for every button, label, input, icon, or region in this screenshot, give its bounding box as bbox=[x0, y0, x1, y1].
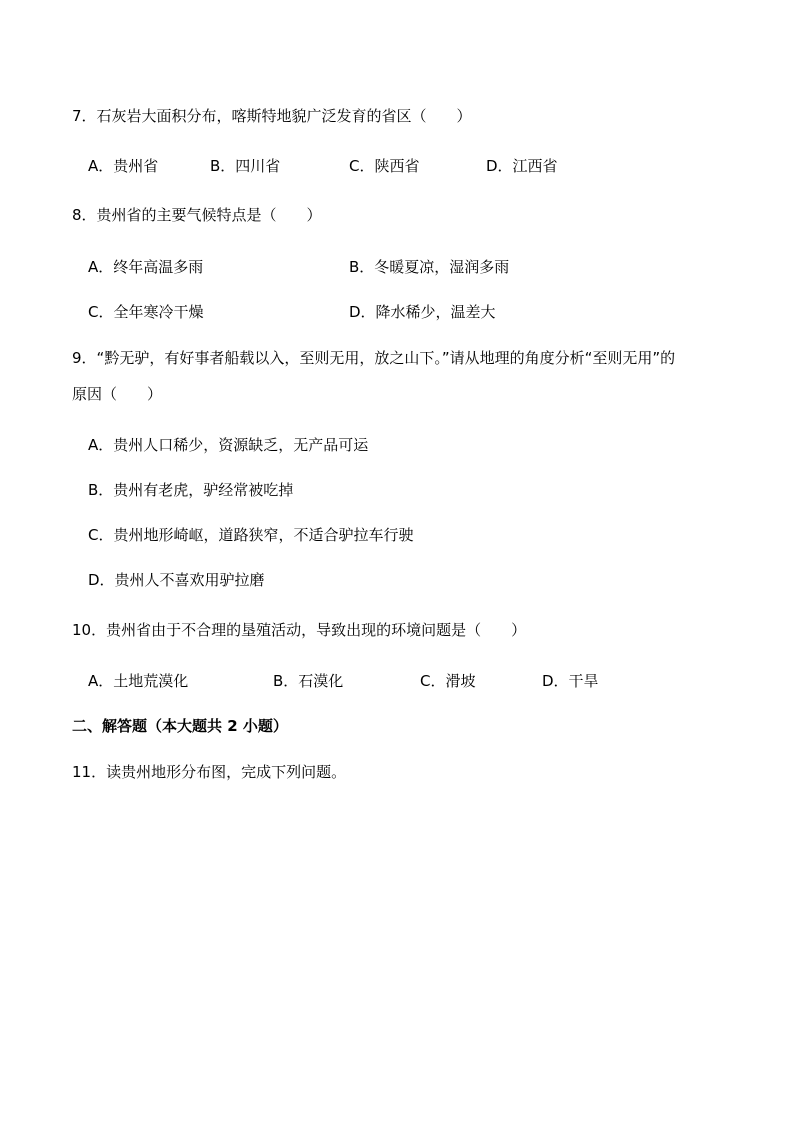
question-8-option-b: B．冬暖夏凉，湿润多雨 bbox=[349, 258, 510, 276]
question-8-option-c: C．全年寒冷干燥 bbox=[88, 303, 204, 321]
question-10-option-a: A．土地荒漠化 bbox=[88, 672, 189, 690]
section-2-heading: 二、解答题（本大题共 2 小题） bbox=[72, 717, 288, 735]
question-7-option-a: A．贵州省 bbox=[88, 157, 159, 175]
question-7-option-b: B．四川省 bbox=[210, 157, 281, 175]
question-10-stem: 10．贵州省由于不合理的垦殖活动，导致出现的环境问题是（ ） bbox=[72, 621, 527, 639]
question-10-option-d: D．干旱 bbox=[542, 672, 599, 690]
question-9-option-d: D．贵州人不喜欢用驴拉磨 bbox=[88, 571, 265, 589]
question-10-option-c: C．滑坡 bbox=[420, 672, 476, 690]
question-7-stem: 7．石灰岩大面积分布，喀斯特地貌广泛发育的省区（ ） bbox=[72, 107, 472, 125]
question-9-option-c: C．贵州地形崎岖，道路狭窄，不适合驴拉车行驶 bbox=[88, 526, 414, 544]
question-10-option-b: B．石漠化 bbox=[273, 672, 344, 690]
question-9-option-a: A．贵州人口稀少，资源缺乏，无产品可运 bbox=[88, 436, 369, 454]
question-8-option-d: D．降水稀少，温差大 bbox=[349, 303, 496, 321]
question-8-option-a: A．终年高温多雨 bbox=[88, 258, 204, 276]
question-9-stem-line2: 原因（ ） bbox=[72, 385, 163, 403]
question-8-stem: 8．贵州省的主要气候特点是（ ） bbox=[72, 206, 322, 224]
question-11-stem: 11．读贵州地形分布图，完成下列问题。 bbox=[72, 763, 347, 781]
question-9-option-b: B．贵州有老虎，驴经常被吃掉 bbox=[88, 481, 294, 499]
question-7-option-d: D．江西省 bbox=[486, 157, 558, 175]
question-9-stem-line1: 9．“黔无驴，有好事者船载以入，至则无用，放之山下。”请从地理的角度分析“至则无用”的 bbox=[72, 349, 676, 367]
question-7-option-c: C．陕西省 bbox=[349, 157, 420, 175]
